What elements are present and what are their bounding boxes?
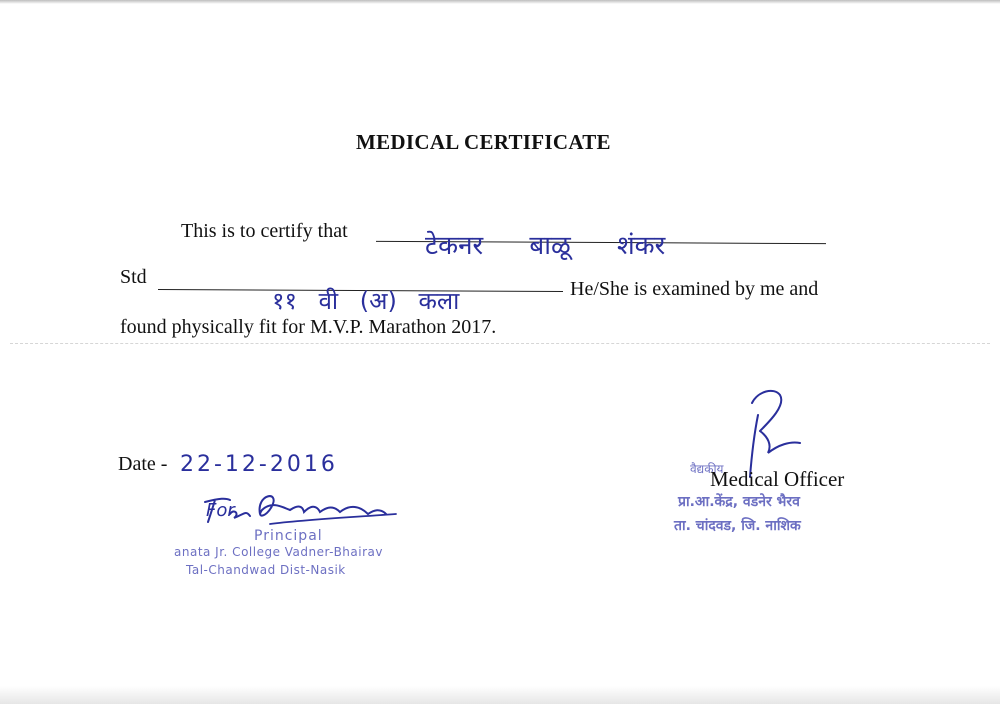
medical-officer-label: Medical Officer <box>710 467 845 491</box>
principal-for-text: For <box>206 500 235 521</box>
officer-stamp-line1: वैद्यकीय <box>690 462 724 476</box>
examined-text: He/She is examined by me and <box>570 278 819 300</box>
fit-text: found physically fit for M.V.P. Marathon 2017. <box>120 316 497 338</box>
date-label: Date - <box>118 453 168 475</box>
principal-stamp-title: Principal <box>254 528 323 544</box>
std-label: Std <box>120 266 147 288</box>
date-handwritten: 22-12-2016 <box>180 452 338 477</box>
paper-fold-line <box>10 343 990 344</box>
std-handwritten: ११ वी (अ) कला <box>272 287 460 315</box>
paper-top-edge <box>0 0 1000 4</box>
certificate-title: MEDICAL CERTIFICATE <box>356 130 611 154</box>
officer-stamp-line2: प्रा.आ.केंद्र, वडनेर भैरव <box>678 494 800 510</box>
principal-stamp-taluka: Tal-Chandwad Dist-Nasik <box>186 563 346 577</box>
student-name-handwritten: टेकनर बाळू शंकर <box>425 231 666 261</box>
certify-label: This is to certify that <box>181 220 348 242</box>
paper-bottom-edge <box>0 686 1000 704</box>
principal-stamp-college: anata Jr. College Vadner-Bhairav <box>174 545 383 559</box>
officer-stamp-line3: ता. चांदवड, जि. नाशिक <box>674 518 801 534</box>
